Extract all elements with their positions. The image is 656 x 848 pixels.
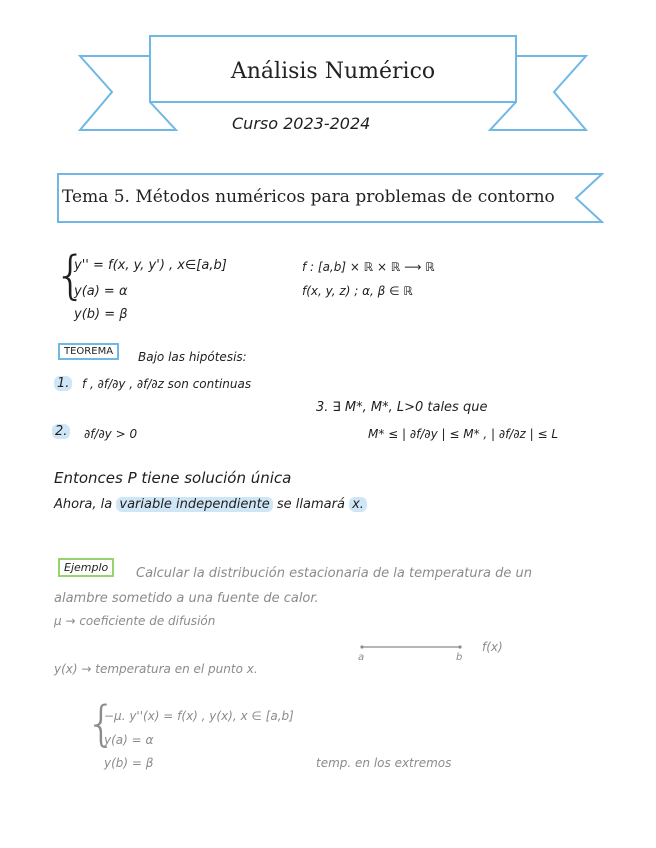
theorem-tag: TEOREMA [58, 343, 119, 360]
function-domain: f : [a,b] × ℝ × ℝ ⟶ ℝ [302, 260, 435, 274]
variable-note-middle: se llamará [276, 497, 345, 512]
example-system-bc-b: y(b) = β [104, 756, 154, 770]
variable-note-x: x. [349, 497, 367, 512]
segment-label-f: f(x) [482, 640, 503, 654]
theorem-conclusion: Entonces P tiene solución única [54, 469, 292, 487]
example-line-4: y(x) → temperatura en el punto x. [54, 662, 258, 676]
function-args: f(x, y, z) ; α, β ∈ ℝ [302, 284, 413, 298]
equation-bc-a: y(a) = α [74, 284, 128, 299]
topic-title: Tema 5. Métodos numéricos para problemas de contorno [62, 187, 555, 207]
segment-label-a: a [358, 652, 365, 663]
segment-label-b: b [456, 652, 463, 663]
hypothesis-1-text: f , ∂f/∂y , ∂f/∂z son continuas [82, 377, 252, 391]
variable-note [54, 497, 367, 512]
example-line-3: μ → coeficiente de difusión [54, 614, 216, 628]
course-year: Curso 2023-2024 [232, 114, 371, 133]
example-tag: Ejemplo [58, 558, 114, 577]
theorem-intro: Bajo las hipótesis: [138, 350, 247, 364]
hypothesis-3-text: 3. ∃ M*, M*, L>0 tales que [316, 400, 488, 415]
variable-note-highlight: variable independiente [116, 497, 272, 512]
hypothesis-2-text: ∂f/∂y > 0 [84, 427, 138, 441]
hypothesis-2-number: 2. [52, 424, 70, 439]
hypothesis-1-number: 1. [54, 376, 72, 391]
system-brace: { [54, 246, 88, 306]
example-system-note: temp. en los extremos [316, 756, 452, 770]
example-line-1: Calcular la distribución estacionaria de la temperatura de un [136, 566, 532, 581]
equation-bc-b: y(b) = β [74, 307, 128, 322]
variable-note-prefix: Ahora, la [54, 497, 113, 512]
example-system-brace: { [86, 696, 117, 752]
example-system-bc-a: y(a) = α [104, 733, 154, 747]
page-title: Análisis Numérico [230, 59, 436, 84]
equation-ode: y'' = f(x, y, y') , x∈[a,b] [74, 258, 227, 273]
wire-segment [358, 640, 468, 654]
hypothesis-3-inequality: M* ≤ | ∂f/∂y | ≤ M* , | ∂f/∂z | ≤ L [368, 427, 559, 441]
example-system-ode: −μ. y''(x) = f(x) , y(x), x ∈ [a,b] [104, 709, 294, 723]
example-line-2: alambre sometido a una fuente de calor. [54, 591, 319, 606]
